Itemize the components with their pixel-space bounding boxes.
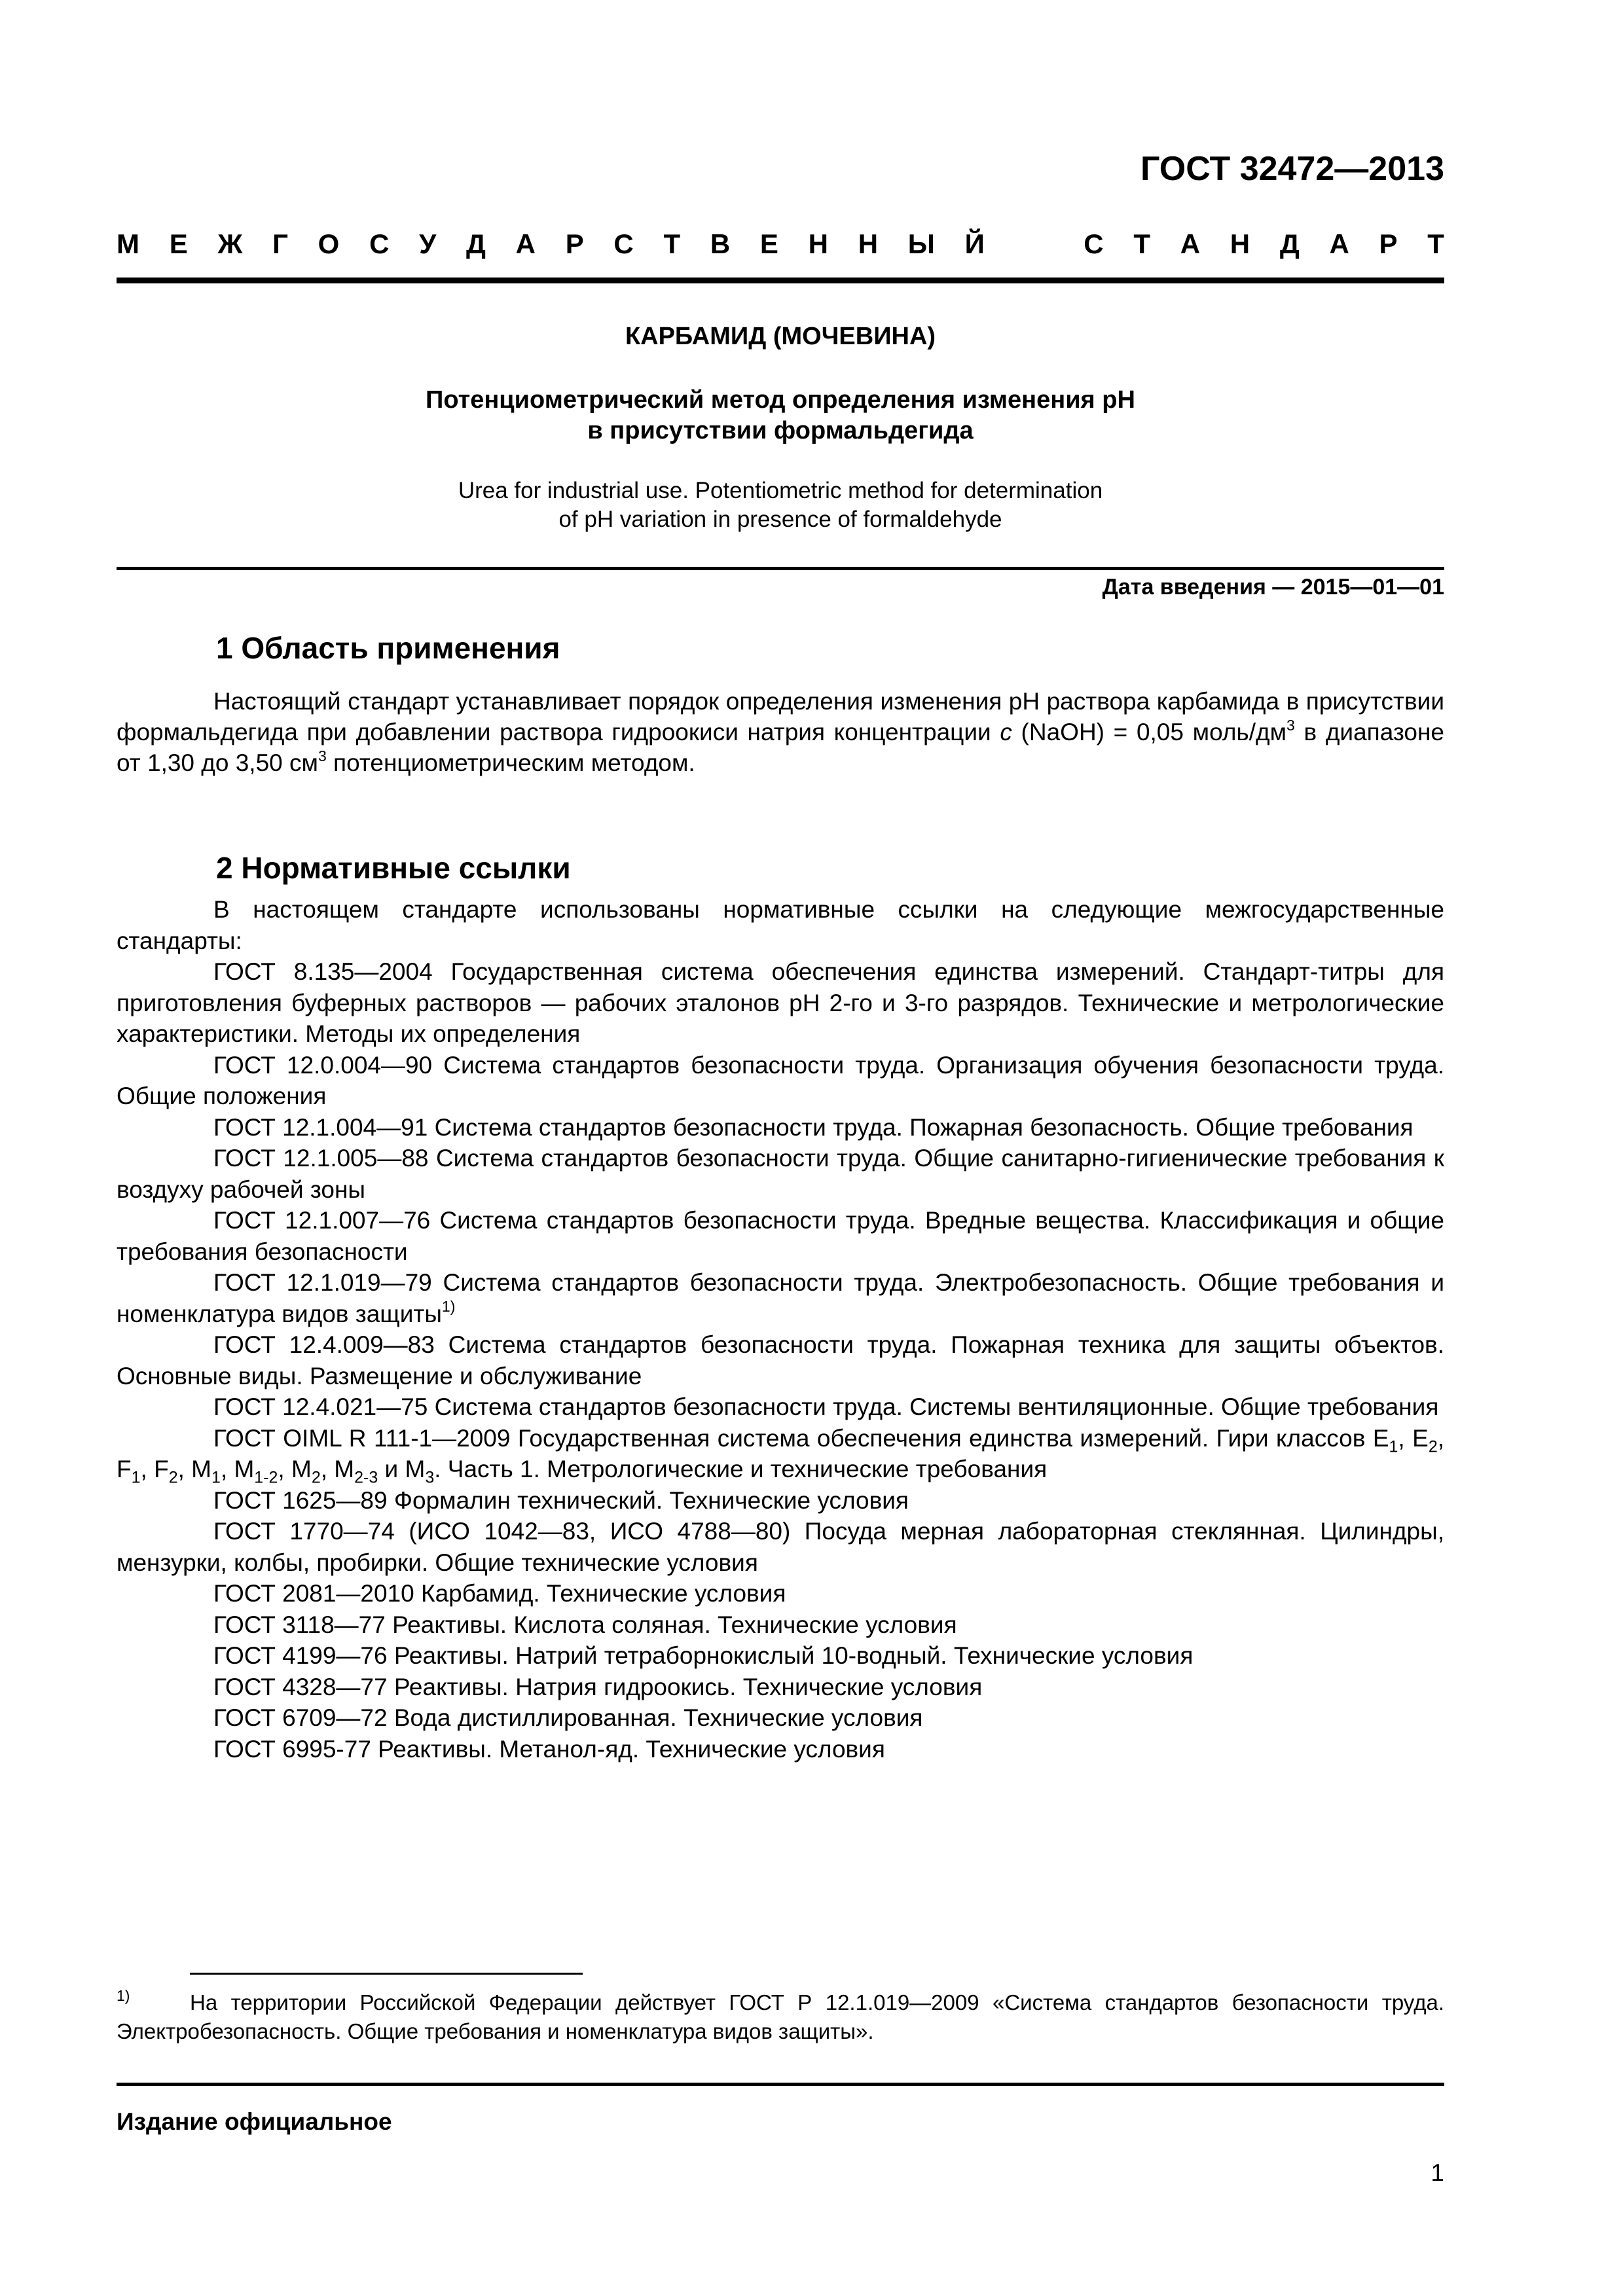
header-letter: Д [1279,228,1300,259]
reference-item [117,1640,1444,1672]
header-letter: Г [272,228,288,259]
reference-text: ГОСТ 1625—89 Формалин технический. Технические условия [213,1486,909,1514]
reference-item [117,1516,1444,1578]
header-letter: А [1180,228,1201,259]
header-letter: Ж [217,228,243,259]
footnote-rule [190,1973,583,1975]
reference-text: ГОСТ 12.4.021—75 Система стандартов безопасности труда. Системы вентиляционные. Общие требования [213,1393,1439,1420]
header-letter: М [117,228,139,259]
section-1-text-a: Настоящий стандарт устанавливает порядок определения изменения pH раствора карбамида в присутствии формальдегида при добавлении раствора гидроокиси натрия концентрации [117,688,1444,745]
reference-item [117,1672,1444,1703]
header-letter: Р [565,228,584,259]
reference-text: ГОСТ 12.1.004—91 Система стандартов безопасности труда. Пожарная безопасность. Общие требования [213,1113,1413,1141]
concentration-symbol: c [1000,719,1012,745]
references-intro-text: В настоящем стандарте использованы нормативные ссылки на следующие межгосударственные стандарты: [117,896,1444,954]
reference-item [117,1112,1444,1143]
references-list [117,894,1444,1765]
reference-item-oiml: ГОСТ OIML R 111-1—2009 Государственная система обеспечения единства измерений. Гири классов $E_1$, $E_2$, $F_1$, $F_2$, $M_1$, $M_{1-2}$, $M_2$, $M_{2-3}$ и $M_3$. Часть 1. Метрологические и технические требования [117,1424,1444,1487]
superscript-3: 3 [1286,716,1295,734]
reference-text: ГОСТ 12.0.004—90 Система стандартов безопасности труда. Организация обучения безопасности труда. Общие положения [117,1051,1444,1109]
header-letter: В [710,228,731,259]
section-1-text-d: в диапазоне от 1,30 до 3,50 см [117,719,1445,776]
page-number: 1 [1431,2159,1444,2186]
english-title [117,476,1444,534]
reference-item [117,1205,1444,1267]
reference-item [117,1702,1444,1734]
footnote [117,1988,1444,2046]
reference-text: ГОСТ 4328—77 Реактивы. Натрия гидроокись. Технические условия [213,1673,983,1700]
title-rule [117,567,1444,570]
header-letter: Д [465,228,486,259]
reference-text: ГОСТ 2081—2010 Карбамид. Технические условия [213,1580,786,1607]
header-letter: Н [1230,228,1250,259]
header-letter: А [515,228,536,259]
reference-item [117,1329,1444,1391]
subtitle-line-2: в присутствии формальдегида [587,417,974,444]
footnote-text: На территории Российской Федерации действует ГОСТ Р 12.1.019—2009 «Система стандартов безопасности труда. Электробезопасность. Общие требования и номенклатура видов защиты». [117,1990,1444,2043]
reference-item [117,1143,1444,1205]
header-letter: Н [808,228,828,259]
header-letter: Е [759,228,778,259]
header-letter: С [613,228,634,259]
footnote-mark: 1) [117,1987,130,2004]
header-letter: У [419,228,437,259]
subtitle-line-1: Потенциометрический метод определения изменения pH [426,386,1135,414]
reference-text: ГОСТ 12.4.009—83 Система стандартов безопасности труда. Пожарная техника для защиты объектов. Основные виды. Размещение и обслуживание [117,1331,1444,1390]
english-title-line-2: of pH variation in presence of formaldehyde [558,507,1002,532]
reference-item [117,1734,1444,1765]
reference-text: ГОСТ 12.1.019—79 Система стандартов безопасности труда. Электробезопасность. Общие требования и номенклатура видов защиты [117,1269,1444,1327]
reference-text: ГОСТ 6709—72 Вода дистиллированная. Технические условия [213,1704,923,1731]
header-letter: Т [663,228,681,259]
reference-item [117,1609,1444,1641]
reference-text: ГОСТ 8.135—2004 Государственная система обеспечения единства измерений. Стандарт-титры для приготовления буферных растворов — рабочих эталонов pH 2-го и 3-го разрядов. Технические и метрологические характеристики. Методы их определения [117,958,1444,1047]
reference-text: ГОСТ 12.1.005—88 Система стандартов безопасности труда. Общие санитарно-гигиенические требования к воздуху рабочей зоны [117,1145,1444,1203]
superscript-3-b: 3 [318,747,327,764]
header-rule [117,278,1444,283]
header-letter: Ы [907,228,935,259]
header-letter: С [369,228,390,259]
footnote-marker: 1) [441,1298,456,1316]
section-1-heading: 1 Область применения [216,631,560,665]
reference-item [117,1267,1444,1329]
document-title: КАРБАМИД (МОЧЕВИНА) [625,323,936,350]
reference-item [117,1050,1444,1112]
section-1-text-e: потенциометрическим методом. [326,749,695,776]
section-1-text-b: (NaOH) = 0,05 моль/дм [1012,719,1287,745]
reference-item [117,956,1444,1050]
reference-item [117,1485,1444,1516]
reference-text: ГОСТ 3118—77 Реактивы. Кислота соляная. Технические условия [213,1611,957,1638]
edition-label: Издание официальное [117,2108,392,2135]
reference-item [117,1391,1444,1423]
section-2-heading: 2 Нормативные ссылки [216,851,571,885]
reference-text: ГОСТ 6995-77 Реактивы. Метанол-яд. Технические условия [213,1735,885,1763]
header-letter: Е [169,228,188,259]
header-letter: О [318,228,340,259]
references-intro [117,894,1444,956]
reference-item [117,1578,1444,1609]
reference-text: ГОСТ 4199—76 Реактивы. Натрий тетраборнокислый 10-водный. Технические условия [213,1642,1194,1669]
reference-text: ГОСТ 12.1.007—76 Система стандартов безопасности труда. Вредные вещества. Классификация и общие требования безопасности [117,1207,1444,1265]
doc-number: ГОСТ 32472—2013 [1140,150,1444,188]
standard-type-header [117,230,1444,258]
reference-text: ГОСТ 1770—74 (ИСО 1042—83, ИСО 4788—80) Посуда мерная лабораторная стеклянная. Цилиндры, мензурки, колбы, пробирки. Общие технические условия [117,1518,1444,1576]
header-letter: Й [964,228,985,259]
header-letter: Р [1379,228,1398,259]
header-letter: Н [858,228,879,259]
document-subtitle [117,385,1444,446]
header-letter: Т [1427,228,1444,259]
header-letter: Т [1133,228,1150,259]
english-title-line-1: Urea for industrial use. Potentiometric method for determination [458,478,1103,503]
header-letter: А [1329,228,1349,259]
footer-rule [117,2083,1444,2086]
introduction-date: Дата введения — 2015—01—01 [1102,575,1444,600]
header-letter: С [1084,228,1104,259]
header-word-gap [1015,230,1054,258]
section-1-text [117,686,1444,778]
